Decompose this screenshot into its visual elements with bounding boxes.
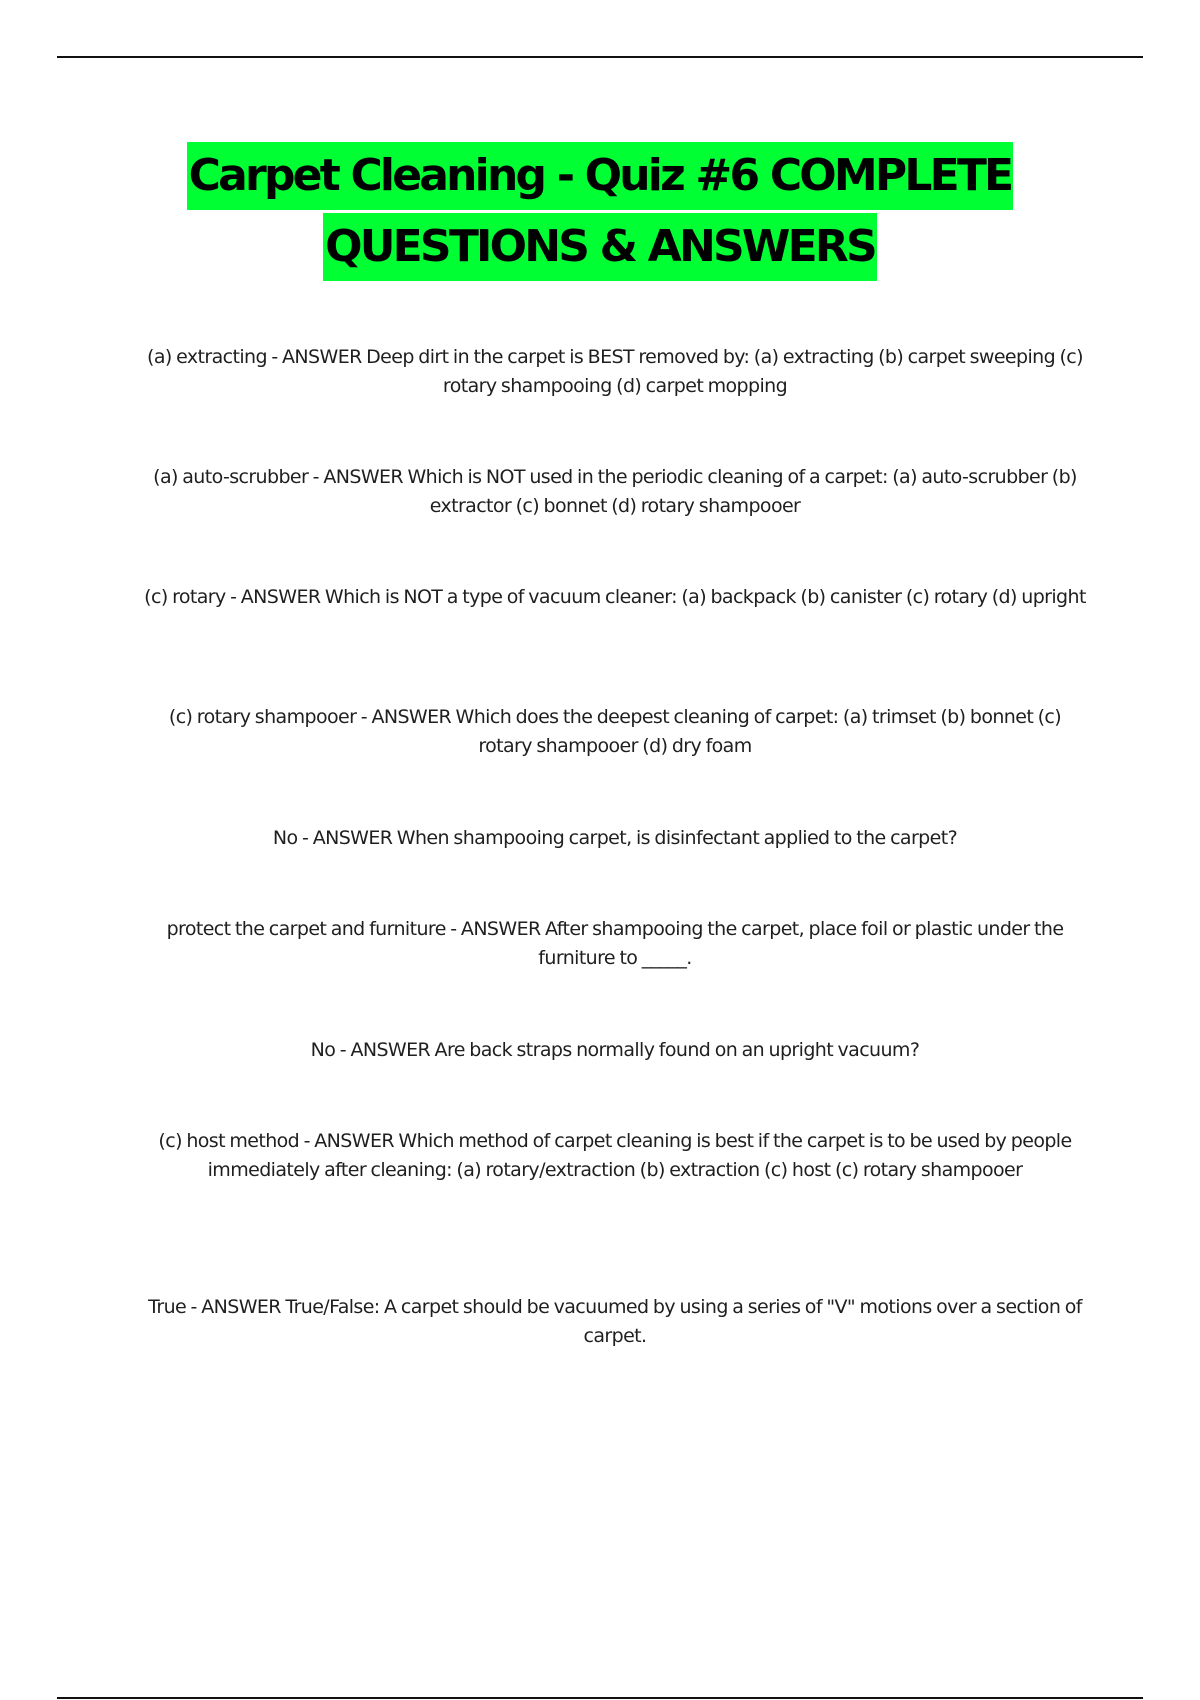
qa-item-7: No - ANSWER Are back straps normally found on an upright vacuum?: [310, 1039, 920, 1061]
qa-item-8: (c) host method - ANSWER Which method of carpet cleaning is best if the carpet is to be used by people immediately after cleaning: (a) rotary/extraction (b) extraction (c) host (c) rotary shampooer: [158, 1130, 1072, 1181]
qa-item-5: No - ANSWER When shampooing carpet, is disinfectant applied to the carpet?: [272, 827, 958, 849]
qa-item-3: (c) rotary - ANSWER Which is NOT a type of vacuum cleaner: (a) backpack (b) canister (c) rotary (d) upright: [144, 586, 1086, 608]
title-line-2: QUESTIONS & ANSWERS: [323, 213, 877, 281]
title-line-1: Carpet Cleaning - Quiz #6 COMPLETE: [187, 142, 1014, 210]
qa-item-4: (c) rotary shampooer - ANSWER Which does the deepest cleaning of carpet: (a) trimset (b) bonnet (c) rotary shampooer (d) dry foam: [168, 706, 1062, 757]
qa-item-9: True - ANSWER True/False: A carpet should be vacuumed by using a series of "V" motions over a section of carpet.: [148, 1296, 1082, 1347]
bottom-rule: [57, 1697, 1143, 1699]
page-title: [0, 142, 1200, 281]
qa-item-6: protect the carpet and furniture - ANSWER After shampooing the carpet, place foil or plastic under the furniture to _____.: [166, 918, 1064, 969]
qa-item-2: (a) auto-scrubber - ANSWER Which is NOT used in the periodic cleaning of a carpet: (a) auto-scrubber (b) extractor (c) bonnet (d) rotary shampooer: [153, 466, 1077, 517]
top-rule: [57, 56, 1143, 58]
qa-item-1: (a) extracting - ANSWER Deep dirt in the carpet is BEST removed by: (a) extracting (b) carpet sweeping (c) rotary shampooing (d) carpet mopping: [147, 346, 1083, 397]
